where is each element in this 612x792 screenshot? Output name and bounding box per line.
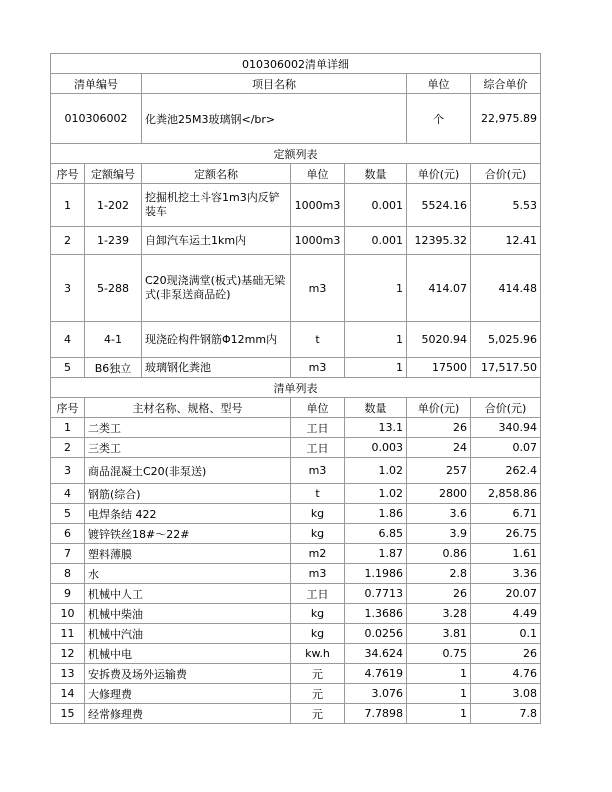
quota-col-unit: 单位	[291, 164, 345, 184]
quota-row-code: 4-1	[85, 322, 142, 358]
quota-row-total: 17,517.50	[471, 358, 541, 378]
materials-col-unit: 单位	[291, 398, 345, 418]
material-row-no: 6	[51, 524, 85, 544]
materials-col-qty: 数量	[345, 398, 407, 418]
materials-col-no: 序号	[51, 398, 85, 418]
material-row-price: 3.9	[407, 524, 471, 544]
material-row-no: 7	[51, 544, 85, 564]
material-row	[51, 704, 541, 724]
item-code: 010306002	[51, 94, 142, 144]
quota-row-name: 玻璃钢化粪池	[142, 358, 291, 378]
quota-row-code: 1-239	[85, 227, 142, 255]
material-row	[51, 564, 541, 584]
material-row-name: 二类工	[85, 418, 291, 438]
material-row-total: 262.4	[471, 458, 541, 484]
material-row-no: 8	[51, 564, 85, 584]
material-row-qty: 7.7898	[345, 704, 407, 724]
material-row-price: 1	[407, 704, 471, 724]
material-row-qty: 0.003	[345, 438, 407, 458]
material-row-name: 电焊条结 422	[85, 504, 291, 524]
materials-section-row	[51, 378, 541, 398]
quota-row-price: 17500	[407, 358, 471, 378]
item-name: 化粪池25M3玻璃钢</br>	[142, 94, 407, 144]
quota-row-qty: 1	[345, 358, 407, 378]
material-row-total: 6.71	[471, 504, 541, 524]
material-row	[51, 664, 541, 684]
quota-row-qty: 1	[345, 322, 407, 358]
quota-col-code: 定额编号	[85, 164, 142, 184]
bill-detail-table	[50, 53, 541, 724]
quota-row-name: 自卸汽车运土1km内	[142, 227, 291, 255]
item-row	[51, 94, 541, 144]
item-unit-header: 单位	[407, 74, 471, 94]
item-price-header: 综合单价	[471, 74, 541, 94]
material-row-price: 1	[407, 664, 471, 684]
material-row-unit: t	[291, 484, 345, 504]
material-row	[51, 544, 541, 564]
material-row-no: 9	[51, 584, 85, 604]
material-row-unit: m3	[291, 564, 345, 584]
item-price: 22,975.89	[471, 94, 541, 144]
quota-row-price: 5020.94	[407, 322, 471, 358]
material-row-name: 镀锌铁丝18#～22#	[85, 524, 291, 544]
quota-col-total: 合价(元)	[471, 164, 541, 184]
material-row	[51, 458, 541, 484]
quota-row-name: 挖掘机挖土斗容1m3内反铲装车	[142, 184, 291, 227]
item-header-row	[51, 74, 541, 94]
material-row-no: 15	[51, 704, 85, 724]
material-row-no: 4	[51, 484, 85, 504]
material-row	[51, 524, 541, 544]
quota-row-no: 2	[51, 227, 85, 255]
item-code-header: 清单编号	[51, 74, 142, 94]
material-row-unit: kg	[291, 524, 345, 544]
material-row-price: 257	[407, 458, 471, 484]
material-row-name: 机械中汽油	[85, 624, 291, 644]
material-row-no: 10	[51, 604, 85, 624]
material-row-qty: 4.7619	[345, 664, 407, 684]
material-row-no: 5	[51, 504, 85, 524]
material-row-unit: 元	[291, 664, 345, 684]
material-row-price: 3.28	[407, 604, 471, 624]
material-row-price: 0.86	[407, 544, 471, 564]
quota-row	[51, 322, 541, 358]
material-row-total: 2,858.86	[471, 484, 541, 504]
material-row-total: 3.36	[471, 564, 541, 584]
quota-row-code: 1-202	[85, 184, 142, 227]
quota-row-total: 12.41	[471, 227, 541, 255]
material-row-price: 24	[407, 438, 471, 458]
material-row-total: 7.8	[471, 704, 541, 724]
material-row-total: 0.1	[471, 624, 541, 644]
material-row	[51, 684, 541, 704]
material-row-unit: 工日	[291, 438, 345, 458]
material-row-unit: 元	[291, 704, 345, 724]
material-row-unit: kg	[291, 504, 345, 524]
material-row-name: 大修理费	[85, 684, 291, 704]
material-row-total: 1.61	[471, 544, 541, 564]
material-row-name: 经常修理费	[85, 704, 291, 724]
material-row-qty: 6.85	[345, 524, 407, 544]
quota-row-name: 现浇砼构件钢筋Φ12mm内	[142, 322, 291, 358]
quota-row-total: 5,025.96	[471, 322, 541, 358]
material-row-name: 安拆费及场外运输费	[85, 664, 291, 684]
material-row-name: 钢筋(综合)	[85, 484, 291, 504]
material-row-total: 3.08	[471, 684, 541, 704]
materials-header-row	[51, 398, 541, 418]
materials-col-total: 合价(元)	[471, 398, 541, 418]
material-row-no: 14	[51, 684, 85, 704]
quota-row-qty: 0.001	[345, 227, 407, 255]
quota-row-total: 5.53	[471, 184, 541, 227]
material-row-unit: m2	[291, 544, 345, 564]
material-row-unit: 元	[291, 684, 345, 704]
bill-detail-sheet	[50, 53, 540, 724]
material-row	[51, 604, 541, 624]
material-row	[51, 644, 541, 664]
table-body	[51, 54, 541, 724]
material-row-total: 26	[471, 644, 541, 664]
quota-col-name: 定额名称	[142, 164, 291, 184]
title-row	[51, 54, 541, 74]
quota-section-title: 定额列表	[51, 144, 541, 164]
quota-row	[51, 184, 541, 227]
material-row-name: 三类工	[85, 438, 291, 458]
material-row-total: 0.07	[471, 438, 541, 458]
material-row-no: 3	[51, 458, 85, 484]
material-row-total: 4.49	[471, 604, 541, 624]
quota-col-qty: 数量	[345, 164, 407, 184]
materials-col-name: 主材名称、规格、型号	[85, 398, 291, 418]
quota-row-price: 414.07	[407, 255, 471, 322]
quota-section-row	[51, 144, 541, 164]
materials-section-title: 清单列表	[51, 378, 541, 398]
quota-col-price: 单价(元)	[407, 164, 471, 184]
material-row	[51, 504, 541, 524]
quota-row-price: 12395.32	[407, 227, 471, 255]
material-row-no: 1	[51, 418, 85, 438]
material-row-qty: 1.02	[345, 458, 407, 484]
quota-row-total: 414.48	[471, 255, 541, 322]
material-row-price: 3.6	[407, 504, 471, 524]
material-row	[51, 484, 541, 504]
material-row-price: 26	[407, 418, 471, 438]
material-row-price: 0.75	[407, 644, 471, 664]
material-row-qty: 3.076	[345, 684, 407, 704]
material-row-qty: 1.87	[345, 544, 407, 564]
quota-row	[51, 255, 541, 322]
material-row-no: 13	[51, 664, 85, 684]
sheet-title: 010306002清单详细	[51, 54, 541, 74]
quota-row-code: B6独立	[85, 358, 142, 378]
material-row-price: 2800	[407, 484, 471, 504]
material-row	[51, 438, 541, 458]
material-row-qty: 13.1	[345, 418, 407, 438]
quota-row-unit: 1000m3	[291, 227, 345, 255]
quota-row-unit: m3	[291, 358, 345, 378]
quota-row-name: C20现浇满堂(板式)基础无梁式(非泵送商品砼)	[142, 255, 291, 322]
material-row-unit: m3	[291, 458, 345, 484]
material-row-no: 11	[51, 624, 85, 644]
quota-row	[51, 227, 541, 255]
material-row-unit: 工日	[291, 418, 345, 438]
material-row-name: 商品混凝土C20(非泵送)	[85, 458, 291, 484]
quota-row-no: 1	[51, 184, 85, 227]
material-row-name: 塑料薄膜	[85, 544, 291, 564]
quota-col-no: 序号	[51, 164, 85, 184]
quota-row-qty: 1	[345, 255, 407, 322]
material-row-qty: 0.7713	[345, 584, 407, 604]
quota-row-no: 5	[51, 358, 85, 378]
materials-col-price: 单价(元)	[407, 398, 471, 418]
quota-row	[51, 358, 541, 378]
material-row-qty: 0.0256	[345, 624, 407, 644]
material-row	[51, 584, 541, 604]
material-row-no: 2	[51, 438, 85, 458]
material-row-name: 机械中电	[85, 644, 291, 664]
material-row-price: 26	[407, 584, 471, 604]
quota-row-qty: 0.001	[345, 184, 407, 227]
material-row-price: 3.81	[407, 624, 471, 644]
material-row-qty: 1.02	[345, 484, 407, 504]
material-row-unit: 工日	[291, 584, 345, 604]
material-row-qty: 1.1986	[345, 564, 407, 584]
material-row-price: 1	[407, 684, 471, 704]
material-row-name: 机械中柴油	[85, 604, 291, 624]
material-row-unit: kg	[291, 624, 345, 644]
quota-row-no: 3	[51, 255, 85, 322]
quota-row-unit: t	[291, 322, 345, 358]
quota-row-price: 5524.16	[407, 184, 471, 227]
material-row-total: 20.07	[471, 584, 541, 604]
material-row-total: 340.94	[471, 418, 541, 438]
material-row-unit: kw.h	[291, 644, 345, 664]
material-row-unit: kg	[291, 604, 345, 624]
quota-row-unit: 1000m3	[291, 184, 345, 227]
material-row-qty: 34.624	[345, 644, 407, 664]
material-row-total: 26.75	[471, 524, 541, 544]
material-row-total: 4.76	[471, 664, 541, 684]
quota-row-unit: m3	[291, 255, 345, 322]
material-row-price: 2.8	[407, 564, 471, 584]
item-name-header: 项目名称	[142, 74, 407, 94]
material-row-no: 12	[51, 644, 85, 664]
quota-row-code: 5-288	[85, 255, 142, 322]
material-row	[51, 624, 541, 644]
quota-row-no: 4	[51, 322, 85, 358]
quota-header-row	[51, 164, 541, 184]
material-row	[51, 418, 541, 438]
material-row-qty: 1.3686	[345, 604, 407, 624]
material-row-name: 机械中人工	[85, 584, 291, 604]
material-row-name: 水	[85, 564, 291, 584]
material-row-qty: 1.86	[345, 504, 407, 524]
item-unit: 个	[407, 94, 471, 144]
